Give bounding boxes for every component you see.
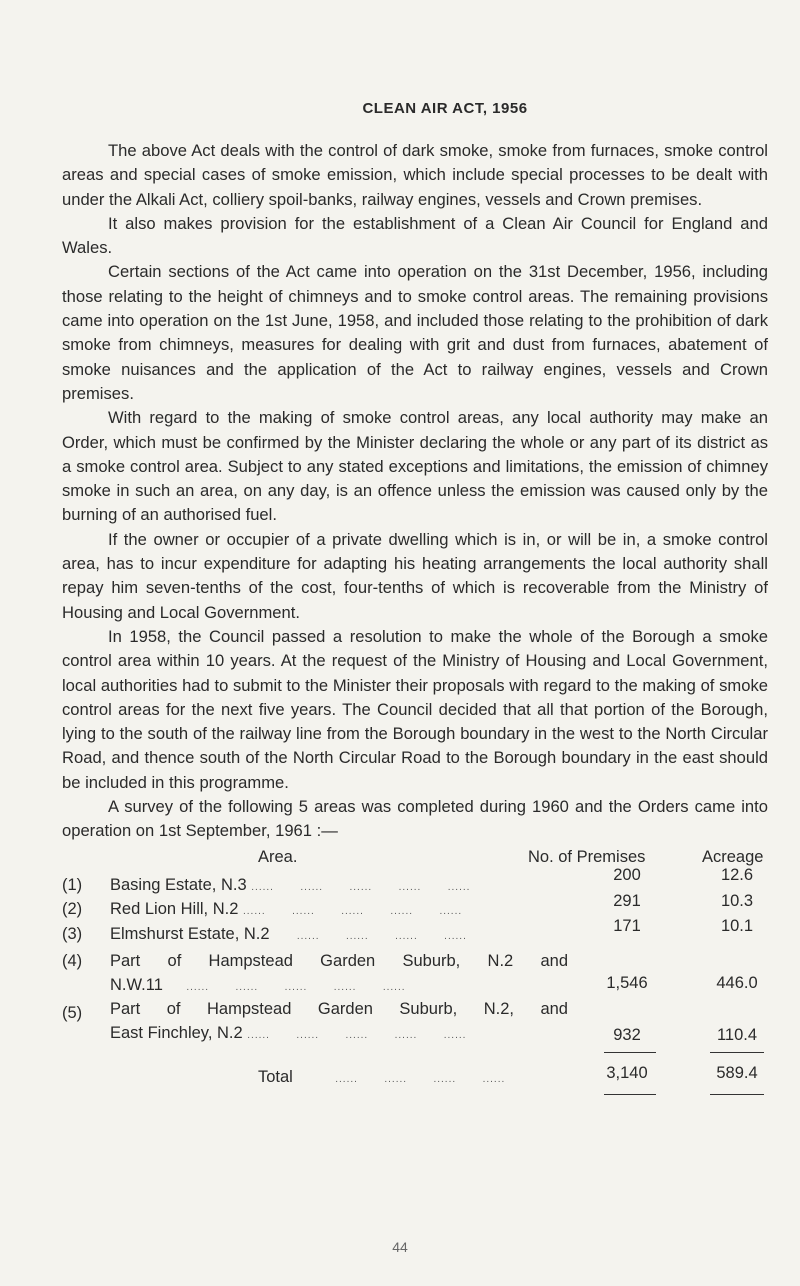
row-area-continued: N.W.11 ...... ...... ...... ...... ...... [110,975,406,994]
row-acreage: 10.3 [720,891,754,910]
total-label: Total ...... ...... ...... ...... [258,1067,506,1086]
row-premises: 200 [613,865,641,884]
page-number: 44 [392,1239,408,1255]
row-premises: 932 [613,1025,641,1044]
table-row [62,891,768,920]
row-area: Basing Estate, N.3 ...... ...... ...... ...... ...... [110,875,471,894]
row-number: (2) [62,899,83,918]
table-row [62,996,768,1054]
column-header-acreage: Acreage [702,847,764,866]
row-acreage: 446.0 [716,973,758,992]
row-area: Red Lion Hill, N.2 ...... ...... ...... ...... ...... [110,899,463,918]
row-number: (1) [62,875,83,894]
column-header-premises: No. of Premises [528,847,646,866]
paragraph: In 1958, the Council passed a resolution to make the whole of the Borough a smoke control area within 10 years. At the request of the Ministry of Housing and Local Government, local authorities had to submit to the Minister their proposals with regard to the making of smoke control areas for the next five years. The Council decided that all that portion of the Borough, lying to the south of the railway line from the Borough boundary in the west to the North Circular Road, and thence south of the North Circular Road to the Borough boundary in the east should be included in this programme. [62,626,768,792]
total-rule [710,1094,764,1095]
subtotal-rule [710,1052,764,1053]
paragraph: With regard to the making of smoke control areas, any local authority may make an Order, which must be confirmed by the Minister declaring the whole or any part of its district as a smoke control area. Subject to any stated exceptions and limitations, the emission of chimney smoke in such an area, on any day, is an offence unless the emission was caused only by the burning of an authorised fuel. [62,408,768,525]
row-number: (5) [62,1003,83,1022]
paragraph: The above Act deals with the control of dark smoke, smoke from furnaces, smoke control areas and special cases of smoke emission, which include special processes to be dealt with under the Alkali Act, colliery spoil-banks, railway engines, vessels and Crown premises. [62,141,768,209]
row-premises: 1,546 [606,973,648,992]
paragraph: Certain sections of the Act came into operation on the 31st December, 1956, including those relating to the height of chimneys and to smoke control areas. The remaining provisions came into operation on the 1st June, 1958, and included those relating to the prohibition of dark smoke from chimneys, measures for dealing with grit and dust from furnaces, abatement of smoke nuisances and the application of the Act to railway engines, vessels and Crown premises. [62,262,768,403]
table-total-row [62,1054,768,1094]
row-number: (3) [62,924,83,943]
row-acreage: 10.1 [720,916,754,935]
total-acreage: 589.4 [716,1063,758,1082]
total-rule [604,1094,656,1095]
table-row [62,916,768,946]
row-number: (4) [62,951,83,970]
total-premises: 3,140 [606,1063,648,1082]
row-area: Elmshurst Estate, N.2 ...... ...... ...... ...... [110,924,467,943]
paragraph: It also makes provision for the establishment of a Clean Air Council for England and Wales. [62,213,768,258]
page-title: CLEAN AIR ACT, 1956 [362,100,528,117]
paragraph: If the owner or occupier of a private dwelling which is in, or will be in, a smoke control area, has to incur expenditure for adapting his heating arrangements the local authority shall repay him seven-tenths of the cost, four-tenths of which is recoverable from the Ministry of Housing and Local Government. [62,529,768,622]
row-premises: 291 [613,891,641,910]
paragraph: A survey of the following 5 areas was completed during 1960 and the Orders came into operation on 1st September, 1961 :— [62,797,768,841]
row-area: Part of Hampstead Garden Suburb, N.2, and [110,999,568,1018]
table-row [62,865,768,896]
document-page [62,100,768,1094]
row-area: Part of Hampstead Garden Suburb, N.2 and [110,951,568,970]
table-header [62,848,768,872]
table-row [62,946,768,996]
subtotal-rule [604,1052,656,1053]
row-area-continued: East Finchley, N.2 ...... ...... ...... ...... ...... [110,1023,467,1042]
row-acreage: 110.4 [716,1025,758,1044]
row-premises: 171 [613,916,641,935]
column-header-area: Area. [258,847,298,866]
row-acreage: 12.6 [720,865,754,884]
